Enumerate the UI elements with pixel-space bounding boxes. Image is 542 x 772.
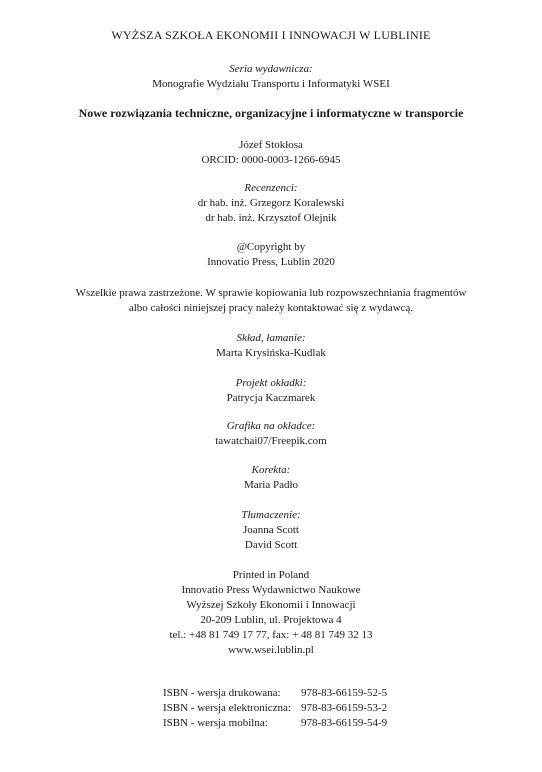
copyright-holder: Innovatio Press, Lublin 2020: [207, 256, 335, 268]
isbn-label: ISBN - wersja elektroniczna:: [163, 702, 291, 714]
book-title: Nowe rozwiązania techniczne, organizacyjne i informatyczne w transporcie: [78, 106, 464, 120]
isbn-label: ISBN - wersja mobilna:: [163, 717, 268, 729]
author-orcid: ORCID: 0000-0003-1266-6945: [201, 154, 341, 166]
publisher-contact: tel.: +48 81 749 17 77, fax: + 48 81 749 32 13: [169, 629, 373, 641]
copyright-line: @Copyright by: [236, 241, 306, 253]
isbn-value: 978-83-66159-54-9: [301, 717, 388, 729]
typesetting-block: [0, 331, 542, 361]
publisher-line: 20-209 Lublin, ul. Projektowa 4: [200, 614, 342, 626]
translation-label: Tłumaczenie:: [241, 509, 301, 521]
rights-line: albo całości niniejszej pracy należy kontaktować się z wydawcą.: [128, 302, 414, 314]
typesetting-name: Marta Krysińska-Kudlak: [216, 347, 326, 359]
typesetting-label: Skład, łamanie:: [236, 332, 306, 344]
cover-graphics-block: [0, 419, 542, 449]
proofreading-label: Korekta:: [251, 464, 291, 476]
series-block: [0, 62, 542, 92]
proofreading-name: Maria Padło: [243, 479, 299, 491]
isbn-list: [163, 686, 423, 731]
series-name: Monografie Wydziału Transportu i Informatyki WSEI: [152, 78, 390, 90]
isbn-row: [163, 716, 423, 731]
isbn-label: ISBN - wersja drukowana:: [163, 687, 281, 699]
cover-design-block: [0, 376, 542, 406]
proofreading-block: [0, 463, 542, 493]
isbn-value: 978-83-66159-52-5: [301, 687, 388, 699]
publisher-website: www.wsei.lublin.pl: [228, 644, 314, 656]
reviewer-name: dr hab. inż. Krzysztof Olejnik: [205, 212, 337, 224]
author-name: Józef Stokłosa: [239, 139, 303, 151]
author-block: [0, 138, 542, 168]
reviewer-name: dr hab. inż. Grzegorz Koralewski: [197, 197, 345, 209]
translation-block: [0, 508, 542, 553]
publisher-line: Wyższej Szkoły Ekonomii i Innowacji: [186, 599, 356, 611]
isbn-row: [163, 701, 423, 716]
reviewers-block: [0, 181, 542, 226]
cover-design-label: Projekt okładki:: [235, 377, 307, 389]
copyright-block: [0, 240, 542, 270]
cover-graphics-source: tawatchai07/Freepik.com: [215, 435, 327, 447]
isbn-value: 978-83-66159-53-2: [301, 702, 388, 714]
institution-name: WYŻSZA SZKOŁA EKONOMII I INNOWACJI W LUBLINIE: [111, 28, 431, 42]
translator-name: Joanna Scott: [243, 524, 299, 536]
rights-notice: [0, 286, 542, 316]
isbn-row: [163, 686, 423, 701]
reviewers-label: Recenzenci:: [244, 182, 298, 194]
cover-graphics-label: Grafika na okładce:: [226, 420, 316, 432]
rights-line: Wszelkie prawa zastrzeżone. W sprawie kopiowania lub rozpowszechniania fragmentów: [75, 287, 467, 299]
publisher-line: Innovatio Press Wydawnictwo Naukowe: [181, 584, 361, 596]
publisher-block: [0, 568, 542, 658]
publisher-line: Printed in Poland: [232, 569, 310, 581]
series-label: Seria wydawnicza:: [229, 63, 313, 75]
translator-name: David Scott: [244, 539, 298, 551]
cover-design-name: Patrycja Kaczmarek: [226, 392, 316, 404]
